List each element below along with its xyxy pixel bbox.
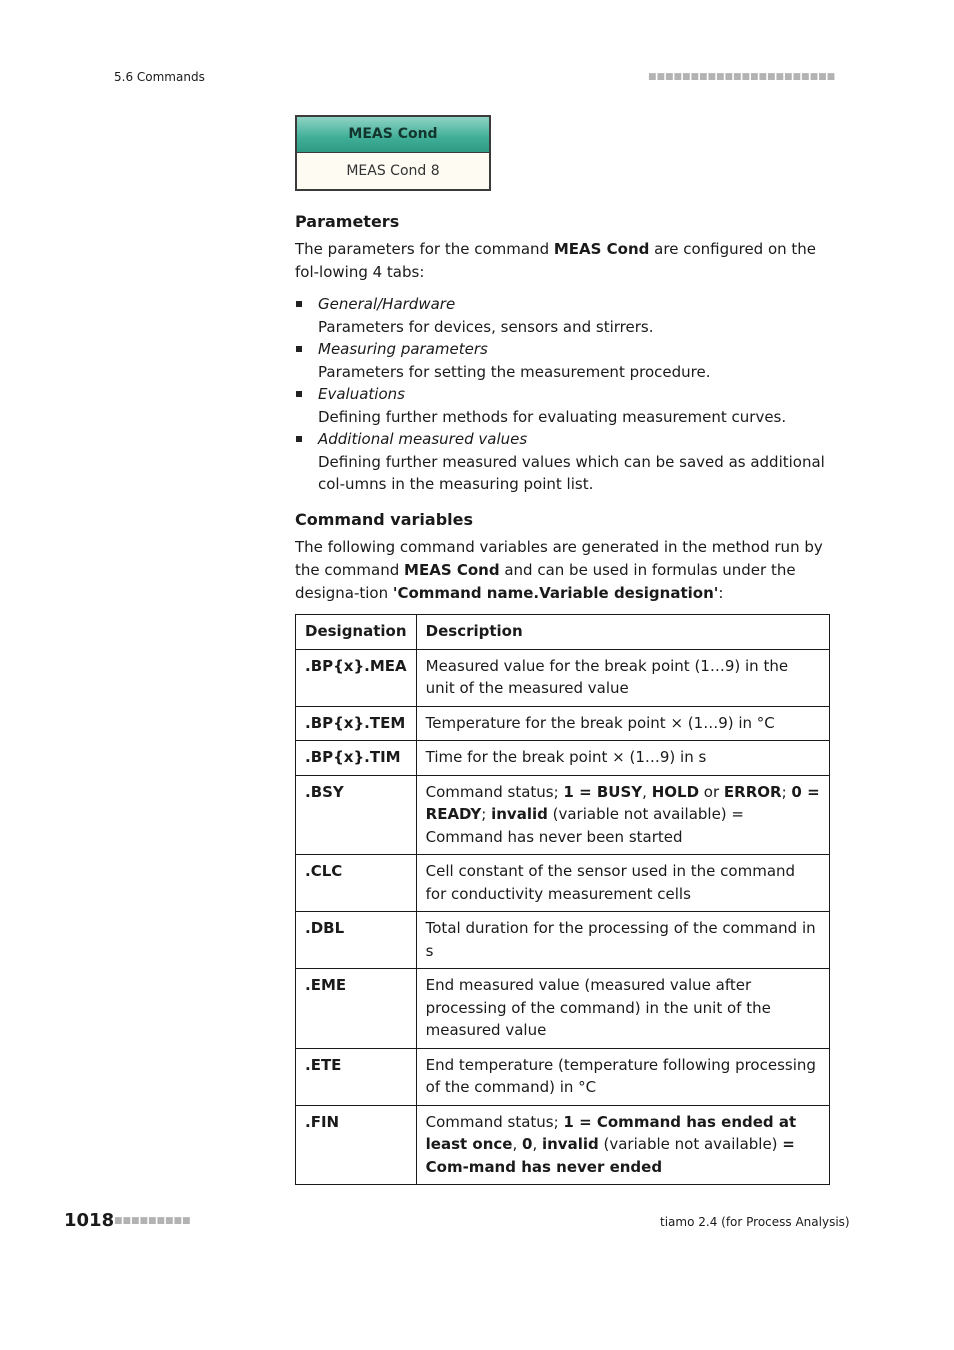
variable-designation: .ETE (296, 1048, 417, 1105)
tab-term: General/Hardware (318, 295, 456, 313)
description-emphasis: invalid (491, 805, 548, 823)
command-variables-intro (295, 536, 830, 605)
command-icon-box (295, 115, 491, 191)
parameters-intro (295, 238, 830, 284)
intro-command-name: MEAS Cond (553, 240, 650, 258)
description-text: End measured value (measured value after processing of the command) in the unit of the measured value (425, 976, 771, 1039)
command-box-title: MEAS Cond (297, 117, 489, 153)
list-item (295, 293, 830, 338)
description-emphasis: 1 = Command has ended at least once (425, 1112, 797, 1153)
description-text: (variable not available) (598, 1135, 783, 1153)
list-item (295, 428, 830, 496)
description-text: , (642, 782, 652, 801)
table-header-row (296, 615, 830, 650)
variable-description (416, 741, 829, 776)
variable-description (416, 706, 829, 741)
description-text: ; (781, 782, 792, 801)
variable-description (416, 649, 829, 706)
description-emphasis: invalid (541, 1135, 599, 1153)
list-item (295, 338, 830, 383)
intro-text: are configured on the fol-lowing 4 tabs: (295, 240, 817, 281)
variable-description (416, 775, 829, 855)
variable-description (416, 1105, 829, 1185)
variable-designation: .BP{x}.TIM (296, 741, 417, 776)
command-box-subtitle: MEAS Cond 8 (346, 163, 440, 179)
description-text: , (512, 1135, 522, 1153)
tab-description: Defining further measured values which can be saved as additional col-umns in the measuring point list. (318, 452, 825, 493)
page-number: 1018 (64, 1210, 115, 1231)
variable-description (416, 912, 829, 969)
command-variables-heading: Command variables (295, 510, 473, 529)
description-emphasis: 0 = READY (425, 782, 820, 823)
footer-dots: ■■■■■■■■■ (114, 1216, 191, 1226)
table-row (296, 969, 830, 1049)
variable-designation: .CLC (296, 855, 417, 912)
running-header-section: 5.6 Commands (114, 70, 205, 84)
description-emphasis: = Com-mand has never ended (425, 1135, 795, 1176)
variable-designation: .BP{x}.MEA (296, 649, 417, 706)
variable-description (416, 1048, 829, 1105)
intro-text: The parameters for the command (295, 240, 554, 258)
table-row (296, 1105, 830, 1185)
footer-product-name: tiamo 2.4 (for Process Analysis) (660, 1215, 850, 1229)
table-row (296, 741, 830, 776)
tab-description: Parameters for devices, sensors and stirrers. (318, 317, 654, 336)
column-header-designation: Designation (296, 615, 417, 650)
intro-designation-format: 'Command name.Variable designation' (392, 584, 719, 602)
description-text: End temperature (temperature following processing of the command) in °C (425, 1055, 816, 1096)
description-text: (variable not available) = Command has never been started (425, 805, 744, 846)
description-text: Temperature for the break point × (1…9) in °C (425, 713, 775, 732)
table-row (296, 706, 830, 741)
table-row (296, 1048, 830, 1105)
variable-designation: .FIN (296, 1105, 417, 1185)
parameters-heading: Parameters (295, 212, 400, 231)
table-row (296, 855, 830, 912)
description-text: Cell constant of the sensor used in the command for conductivity measurement cells (425, 862, 796, 903)
description-text: Command status; (425, 1112, 564, 1131)
intro-text: and can be used in formulas under the designa-tion (295, 561, 796, 602)
description-emphasis: 0 (522, 1135, 533, 1153)
bullet-icon (296, 346, 302, 352)
description-emphasis: ERROR (723, 782, 782, 801)
description-text: , (532, 1135, 542, 1153)
bullet-icon (296, 391, 302, 397)
variable-description (416, 855, 829, 912)
variable-description (416, 969, 829, 1049)
description-text: ; (481, 805, 492, 823)
tab-term: Evaluations (318, 385, 405, 403)
description-text: or (699, 782, 724, 801)
command-variables-table (295, 614, 830, 1185)
description-text: Time for the break point × (1…9) in s (425, 748, 707, 766)
table-row (296, 912, 830, 969)
tabs-list (295, 293, 830, 496)
column-header-description: Description (416, 615, 829, 650)
description-emphasis: HOLD (651, 782, 700, 801)
intro-text: The following command variables are generated in the method run by the command (295, 538, 823, 579)
tab-description: Defining further methods for evaluating measurement curves. (318, 407, 787, 426)
description-text: Measured value for the break point (1…9) in the unit of the measured value (425, 656, 789, 697)
description-text: Command status; (425, 782, 564, 801)
description-emphasis: 1 = BUSY (563, 782, 643, 801)
intro-text: : (718, 584, 724, 602)
list-item (295, 383, 830, 428)
variable-designation: .BSY (296, 775, 417, 855)
tab-term: Additional measured values (318, 430, 528, 448)
tab-term: Measuring parameters (318, 340, 488, 358)
bullet-icon (296, 301, 302, 307)
bullet-icon (296, 436, 302, 442)
running-header-dots: ■■■■■■■■■■■■■■■■■■■■■■ (648, 72, 836, 82)
table-row (296, 775, 830, 855)
intro-command-name: MEAS Cond (404, 561, 500, 579)
description-text: Total duration for the processing of the command in s (425, 919, 816, 960)
variable-designation: .DBL (296, 912, 417, 969)
variable-designation: .EME (296, 969, 417, 1049)
variable-designation: .BP{x}.TEM (296, 706, 417, 741)
table-row (296, 649, 830, 706)
tab-description: Parameters for setting the measurement procedure. (318, 362, 711, 381)
